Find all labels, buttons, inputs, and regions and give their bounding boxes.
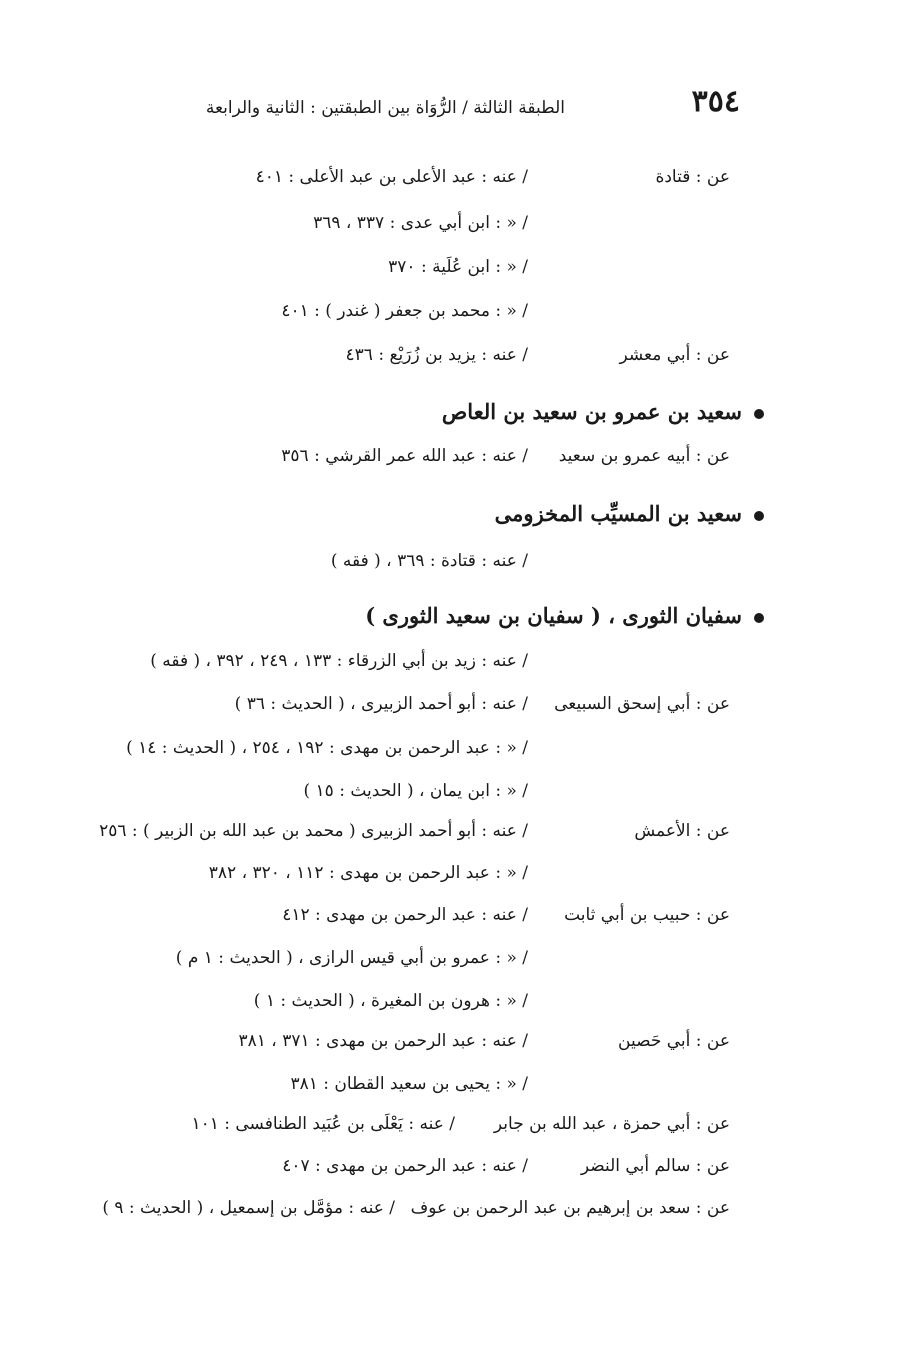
entry-from: عن : أبي إسحق السبيعى bbox=[554, 694, 730, 714]
entry-to: / عنه : عبد الرحمن بن مهدى : ٤١٢ bbox=[282, 905, 528, 925]
entry-to: / « : عبد الرحمن بن مهدى : ١١٢ ، ٣٢٠ ، ٣٨٢ bbox=[208, 863, 528, 883]
entry-from: عن : الأعمش bbox=[634, 821, 730, 841]
entry-from: عن : قتادة bbox=[655, 167, 730, 187]
section-heading: سعيد بن عمرو بن سعيد بن العاص bbox=[442, 398, 764, 426]
section-heading: سعيد بن المسيِّب المخزومى bbox=[495, 500, 764, 528]
entry-to: / « : عمرو بن أبي قيس الرازى ، ( الحديث : ١ م ) bbox=[175, 948, 528, 968]
entry-to: / « : محمد بن جعفر ( غندر ) : ٤٠١ bbox=[281, 301, 528, 321]
entry-from: عن : سعد بن إبرهيم بن عبد الرحمن بن عوف bbox=[410, 1198, 730, 1218]
running-title: الطبقة الثالثة / الرُّوَاة بين الطبقتين : الثانية والرابعة bbox=[205, 98, 565, 118]
entry-to: / عنه : مؤمَّل بن إسمعيل ، ( الحديث : ٩ ) bbox=[102, 1198, 395, 1218]
entry-from: عن : أبي حَصين bbox=[618, 1031, 730, 1051]
entry-to: / « : ابن يمان ، ( الحديث : ١٥ ) bbox=[303, 781, 528, 801]
entry-to: / « : ابن عُلَية : ٣٧٠ bbox=[388, 257, 528, 277]
entry-to: / عنه : أبو أحمد الزبيرى ، ( الحديث : ٣٦ ) bbox=[234, 694, 528, 714]
entry-to: / عنه : يزيد بن زُرَيْع : ٤٣٦ bbox=[345, 345, 528, 365]
entry-to: / « : ابن أبي عدى : ٣٣٧ ، ٣٦٩ bbox=[313, 213, 528, 233]
entry-from: عن : أبيه عمرو بن سعيد bbox=[558, 446, 730, 466]
page-number: ٣٥٤ bbox=[691, 84, 740, 119]
entry-to: / عنه : عبد الرحمن بن مهدى : ٣٧١ ، ٣٨١ bbox=[238, 1031, 528, 1051]
entry-to: / « : عبد الرحمن بن مهدى : ١٩٢ ، ٢٥٤ ، ( الحديث : ١٤ ) bbox=[126, 738, 528, 758]
entry-from: عن : سالم أبي النضر bbox=[580, 1156, 730, 1176]
section-heading: سفيان الثورى ، ( سفيان بن سعيد الثورى ) bbox=[365, 602, 764, 630]
entry-to: / عنه : أبو أحمد الزبيرى ( محمد بن عبد الله بن الزبير ) : ٢٥٦ bbox=[99, 821, 528, 841]
bullet-icon bbox=[754, 511, 764, 521]
entry-to: / « : هرون بن المغيرة ، ( الحديث : ١ ) bbox=[253, 991, 528, 1011]
entry-from: عن : أبي معشر bbox=[619, 345, 730, 365]
entry-to: / عنه : قتادة : ٣٦٩ ، ( فقه ) bbox=[330, 551, 528, 571]
entry-from: عن : حبيب بن أبي ثابت bbox=[564, 905, 730, 925]
entry-to: / عنه : زيد بن أبي الزرقاء : ١٣٣ ، ٢٤٩ ، ٣٩٢ ، ( فقه ) bbox=[150, 651, 528, 671]
entry-to: / عنه : عبد الأعلى بن عبد الأعلى : ٤٠١ bbox=[255, 167, 528, 187]
entry-to: / عنه : عبد الرحمن بن مهدى : ٤٠٧ bbox=[282, 1156, 528, 1176]
entry-to: / عنه : يَعْلَى بن عُبَيد الطنافسى : ١٠١ bbox=[191, 1114, 455, 1134]
entry-from: عن : أبي حمزة ، عبد الله بن جابر bbox=[493, 1114, 730, 1134]
entry-to: / عنه : عبد الله عمر القرشي : ٣٥٦ bbox=[281, 446, 528, 466]
entry-to: / « : يحيى بن سعيد القطان : ٣٨١ bbox=[290, 1074, 528, 1094]
bullet-icon bbox=[754, 613, 764, 623]
bullet-icon bbox=[754, 409, 764, 419]
